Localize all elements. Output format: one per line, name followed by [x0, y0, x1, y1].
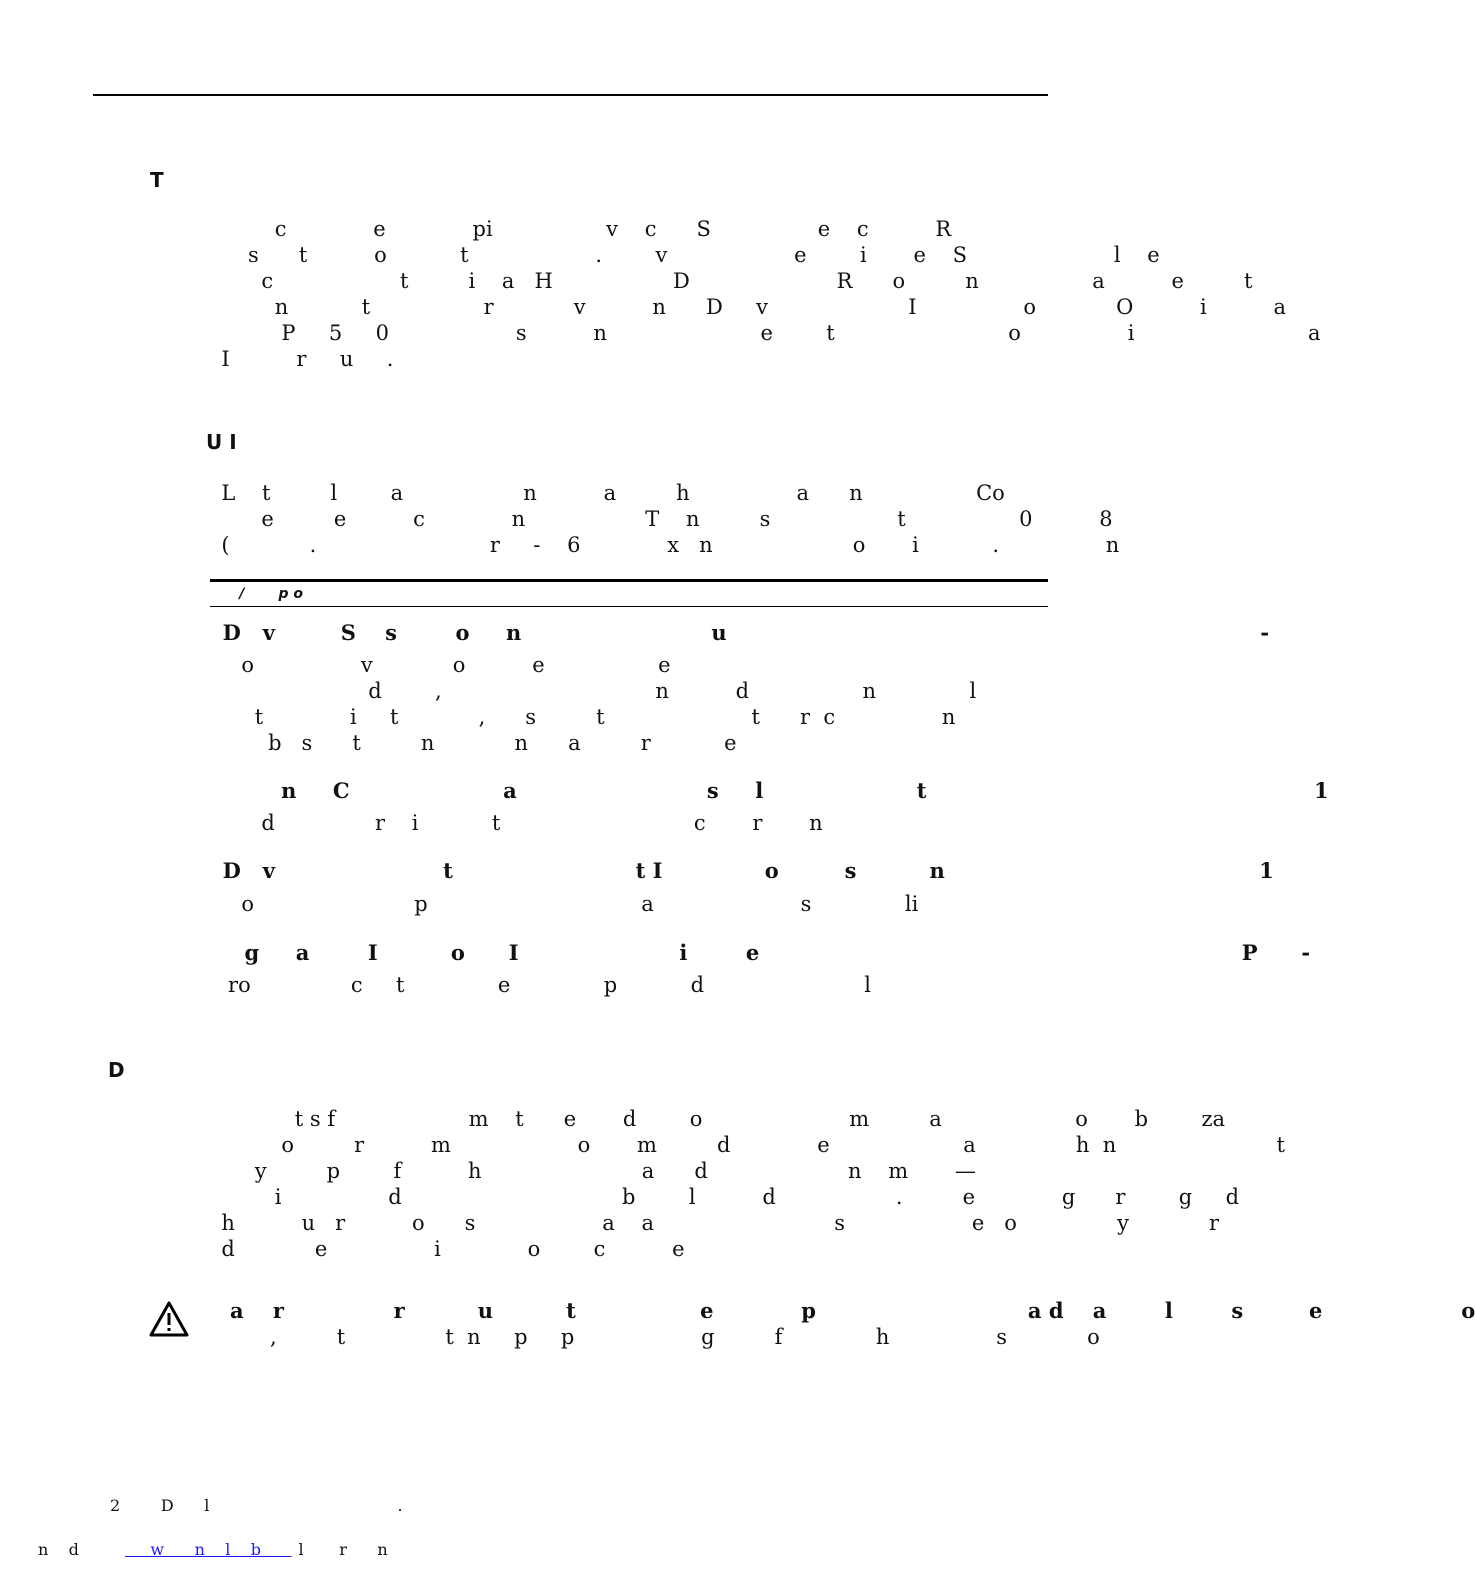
table-header-rule [210, 606, 1048, 607]
warning-icon [148, 1300, 190, 1338]
section-3-line: o r m o m d e a h n t [208, 1133, 1285, 1157]
section-3-heading: D [108, 1058, 125, 1082]
section-1-line: s t o t . v e i e S l e [208, 243, 1160, 267]
table-entry-line: o v o e e [208, 653, 671, 677]
table-top-rule [210, 579, 1048, 582]
table-header: / p o [210, 586, 303, 602]
section-1-line: P 5 0 s n e t o i a [208, 321, 1321, 345]
section-2-intro-line: L t l a n a h a n Co [208, 481, 1005, 505]
section-1-heading: T [150, 168, 164, 192]
section-3-line: t s f m t e d o m a o b za [208, 1107, 1226, 1131]
header-rule [93, 94, 1048, 96]
section-1-line: c e pi v c S e c R [208, 217, 952, 241]
table-entry-title: n C a s l t 1 [208, 778, 1329, 803]
page-footer: 2 D l . [110, 1496, 403, 1515]
table-entry-line: d r i t c r n [208, 811, 823, 835]
section-2-heading: U I [206, 430, 237, 454]
section-2-intro-line: ( . r - 6 x n o i . n [208, 533, 1120, 557]
warning-line: , t t n p p g f h s o [230, 1325, 1100, 1349]
table-entry-line: o p a s li [208, 892, 919, 916]
section-3-line: h u r o s a a s e o y r [208, 1211, 1220, 1235]
table-entry-title: g a I o I i e P - [208, 940, 1311, 965]
warning-line: a r r u t e p a d a l s e o [230, 1298, 1475, 1323]
bottom-text-left: n d [38, 1540, 79, 1559]
download-link[interactable]: w n l b [125, 1540, 292, 1559]
table-entry-line: ro c t e p d l [208, 973, 871, 997]
section-2-intro-line: e e c n T n s t 0 8 [208, 507, 1113, 531]
section-1-line: I r u . [208, 347, 394, 371]
bottom-text-right: l r n [268, 1540, 388, 1559]
table-entry-line: d , n d n l [208, 679, 977, 703]
table-entry-title: D v t t I o s n 1 [208, 858, 1274, 883]
table-entry-line: t i t , s t t r c n [208, 705, 956, 729]
section-1-line: n t r v n D v I o O i a [208, 295, 1287, 319]
section-3-line: y p f h a d n m — [208, 1159, 976, 1183]
table-entry-title: D v S s o n u - [208, 620, 1270, 645]
table-entry-line: b s t n n a r e [208, 731, 737, 755]
section-1-line: c t i a H D R o n a e t [208, 269, 1253, 293]
section-3-line: d e i o c e [208, 1237, 685, 1261]
section-3-line: i d b l d . e g r g d [208, 1185, 1240, 1209]
